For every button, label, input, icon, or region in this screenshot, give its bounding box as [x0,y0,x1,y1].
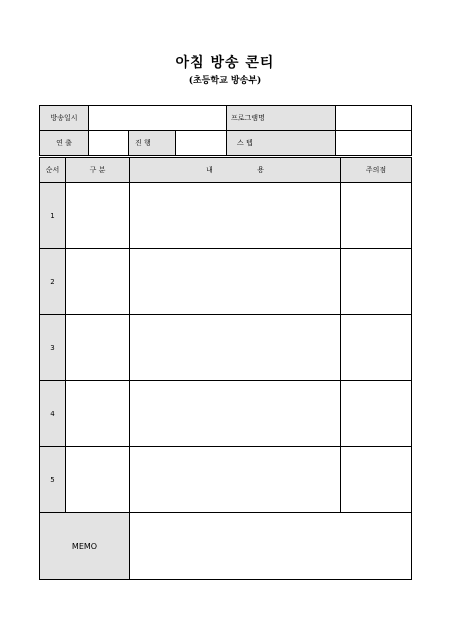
content-cell[interactable] [130,249,341,315]
row-number: 2 [40,249,66,315]
content-cell[interactable] [130,381,341,447]
category-cell[interactable] [66,381,130,447]
header-row-2 [40,131,412,156]
datetime-label: 방송일시 [40,106,89,131]
director-field[interactable] [89,131,129,156]
content-cell[interactable] [130,447,341,513]
staff-field[interactable] [336,131,412,156]
category-cell[interactable] [66,315,130,381]
table-row [40,315,412,381]
header-row-1 [40,106,412,131]
memo-field[interactable] [130,513,412,580]
staff-label-text: 스 텝 [237,139,253,147]
director-label: 연 출 [40,131,89,156]
notes-cell[interactable] [341,381,412,447]
notes-cell[interactable] [341,447,412,513]
column-header-row [40,158,412,183]
table-row [40,183,412,249]
notes-cell[interactable] [341,249,412,315]
notes-cell[interactable] [341,183,412,249]
host-field[interactable] [176,131,227,156]
content-cell[interactable] [130,315,341,381]
category-cell[interactable] [66,249,130,315]
col-category-header: 구 분 [66,158,130,183]
row-number: 1 [40,183,66,249]
content-cell[interactable] [130,183,341,249]
table-row [40,447,412,513]
program-label-text: 프로그램명 [231,114,265,122]
notes-cell[interactable] [341,315,412,381]
col-notes-header: 주의점 [341,158,412,183]
col-content-header: 내 용 [130,158,341,183]
row-number: 4 [40,381,66,447]
row-number: 3 [40,315,66,381]
document-subtitle: (초등학교 방송부) [188,76,262,86]
host-label: 진 행 [129,131,176,156]
memo-row [40,513,412,580]
header-info-table [39,105,412,156]
program-field[interactable] [336,106,412,131]
table-row [40,249,412,315]
table-row [40,381,412,447]
col-order-header: 순서 [40,158,66,183]
memo-label: MEMO [40,513,130,580]
row-number: 5 [40,447,66,513]
datetime-field[interactable] [89,106,227,131]
program-label [227,106,336,131]
staff-label [227,131,336,156]
document-title: 아침 방송 콘티 [175,55,275,71]
content-table [39,157,412,580]
category-cell[interactable] [66,183,130,249]
category-cell[interactable] [66,447,130,513]
